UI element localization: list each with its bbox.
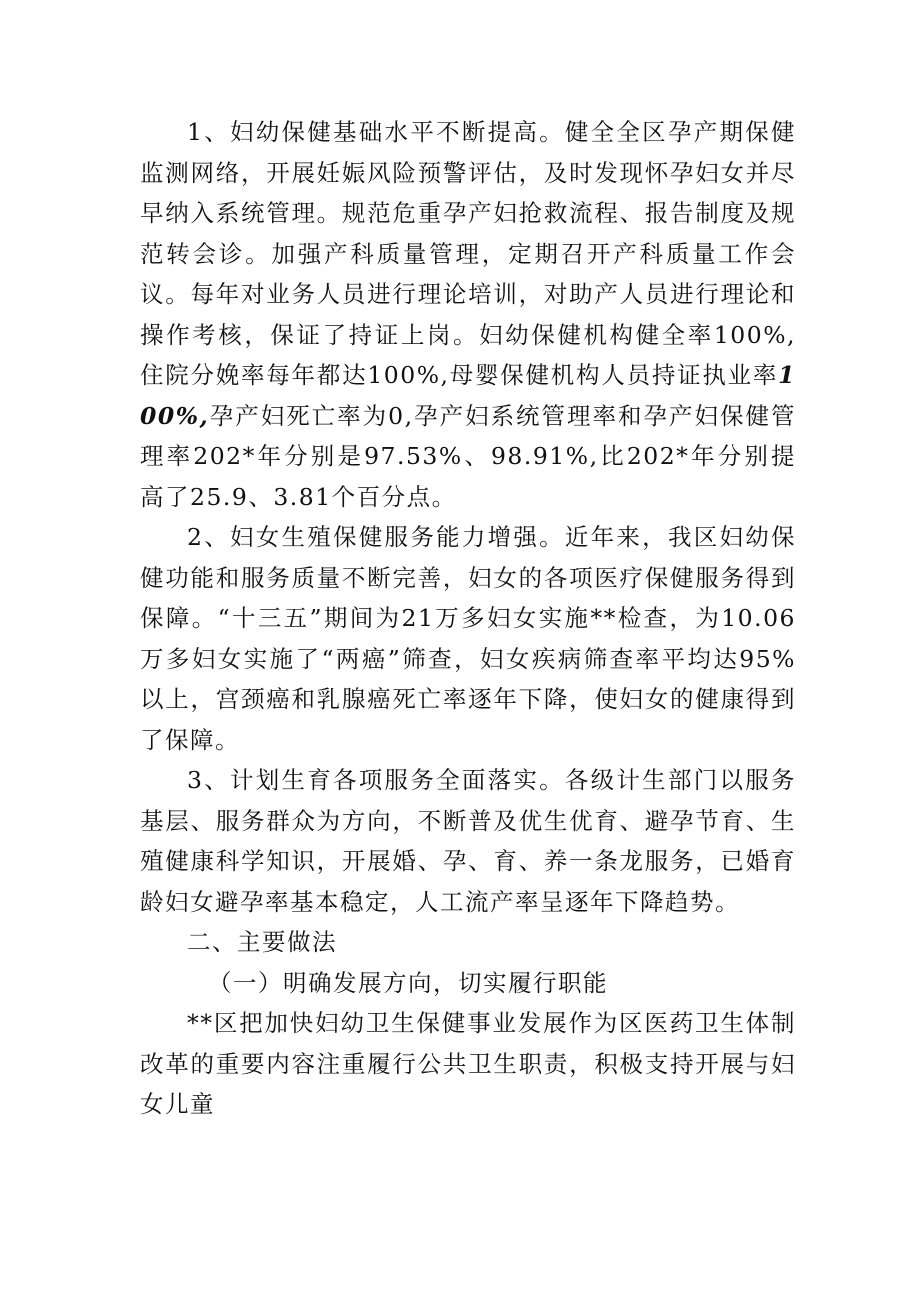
- paragraph-maternal-health: [140, 112, 796, 517]
- paragraph-reproductive-health: 2、妇女生殖保健服务能力增强。近年来，我区妇幼保健功能和服务质量不断完善，妇女的各项医疗保健服务得到保障。“十三五”期间为21万多妇女实施**检查，为10.06万多妇女实施了“两癌”筛查，妇女疾病筛查率平均达95%以上，宫颈癌和乳腺癌死亡率逐年下降，使妇女的健康得到了保障。: [140, 523, 796, 754]
- paragraph-district-reform: **区把加快妇幼卫生保健事业发展作为区医药卫生体制改革的重要内容注重履行公共卫生职责，积极支持开展与妇女儿童: [140, 1009, 796, 1118]
- paragraph-maternal-health-text-a: 1、妇幼保健基础水平不断提高。健全全区孕产期保健监测网络，开展妊娠风险预警评估，及时发现怀孕妇女并尽早纳入系统管理。规范危重孕产妇抢救流程、报告制度及规范转会诊。加强产科质量管理，定期召开产科质量工作会议。每年对业务人员进行理论培训，对助产人员进行理论和操作考核，保证了持证上岗。妇幼保健机构健全率100%,住院分娩率每年都达100%,母婴保健机构人员持证执业率: [140, 118, 796, 389]
- paragraph-family-planning: 3、计划生育各项服务全面落实。各级计生部门以服务基层、服务群众为方向，不断普及优生优育、避孕节育、生殖健康科学知识，开展婚、孕、育、养一条龙服务，已婚育龄妇女避孕率基本稳定，人工流产率呈逐年下降趋势。: [140, 766, 796, 916]
- section-heading-main-practices: 二、主要做法: [187, 928, 337, 956]
- certification-rate-value: 100%,: [140, 361, 796, 430]
- paragraph-maternal-health-text-b: 孕产妇死亡率为0,孕产妇系统管理率和孕产妇保健管理率202*年分别是97.53%、98.91%,比202*年分别提高了25.9、3.81个百分点。: [140, 401, 796, 511]
- document-body: [140, 112, 796, 1125]
- subsection-heading-direction: （一）明确发展方向，切实履行职能: [208, 968, 608, 997]
